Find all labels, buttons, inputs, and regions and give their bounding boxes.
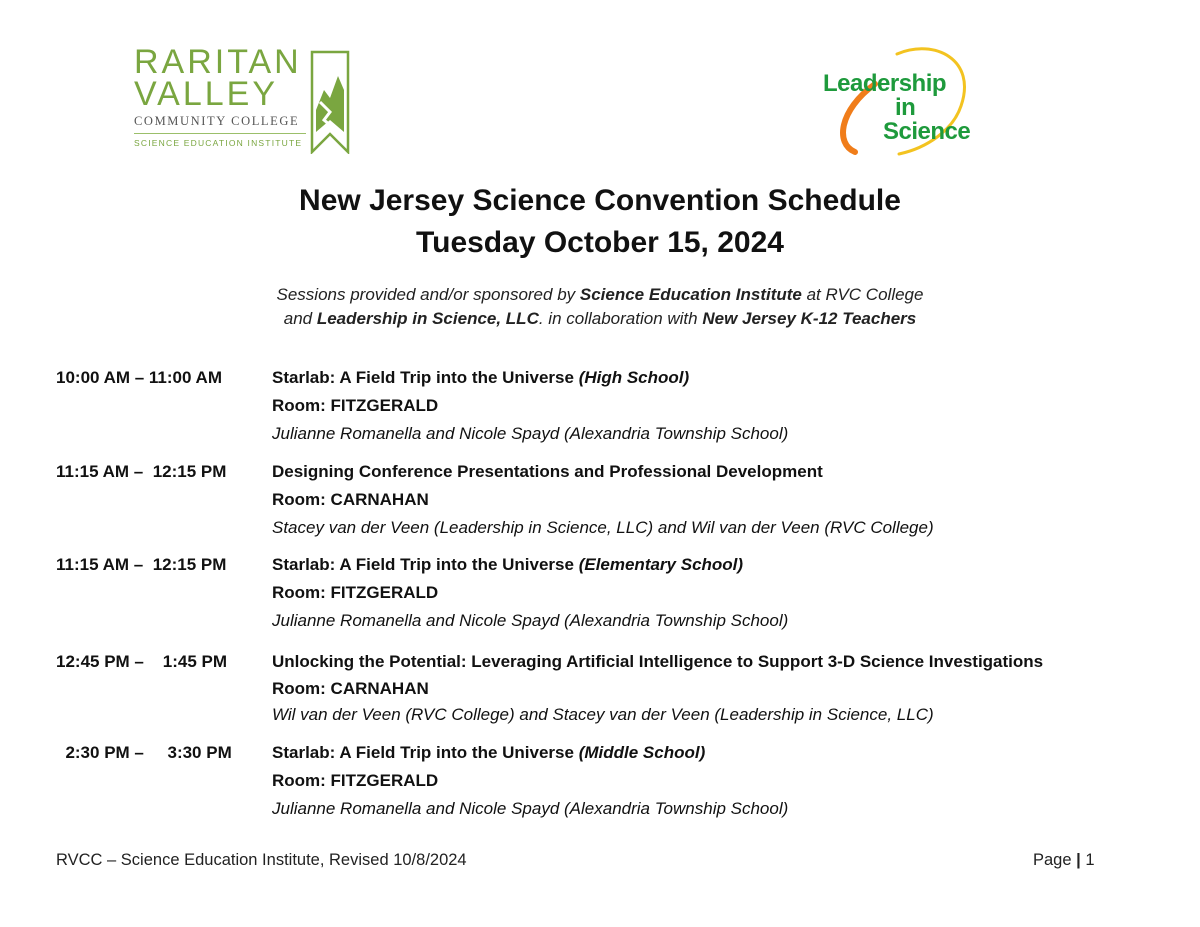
- session-title-text: Designing Conference Presentations and Professional Development: [272, 462, 823, 481]
- session-entry: [0, 462, 1200, 546]
- subtitle-text: Sessions provided and/or sponsored by: [276, 285, 580, 304]
- session-title-text: Starlab: A Field Trip into the Universe: [272, 555, 579, 574]
- page-number-value: 1: [1085, 851, 1095, 869]
- session-presenters: Wil van der Veen (RVC College) and Stacey van der Veen (Leadership in Science, LLC): [272, 705, 934, 724]
- session-entry: [0, 652, 1200, 736]
- subtitle-line-1: [0, 285, 1200, 305]
- subtitle-bold: Leadership in Science, LLC: [316, 309, 539, 328]
- session-time: 2:30 PM – 3:30 PM: [56, 743, 232, 762]
- session-room: Room: CARNAHAN: [272, 679, 429, 698]
- session-time: 11:15 AM – 12:15 PM: [56, 555, 227, 574]
- session-presenters: Julianne Romanella and Nicole Spayd (Alexandria Township School): [272, 611, 789, 630]
- session-level: (Middle School): [578, 743, 706, 762]
- session-title-text: Starlab: A Field Trip into the Universe: [272, 743, 579, 762]
- subtitle-text: at RVC College: [801, 285, 924, 304]
- footer-text: RVCC – Science Education Institute, Revised 10/8/2024: [56, 851, 467, 869]
- subtitle-line-2: [0, 309, 1200, 329]
- session-presenters: Julianne Romanella and Nicole Spayd (Alexandria Township School): [272, 799, 789, 818]
- session-room: Room: FITZGERALD: [272, 583, 439, 602]
- session-entry: [0, 555, 1200, 639]
- rvcc-logo-line4: SCIENCE EDUCATION INSTITUTE: [134, 138, 303, 148]
- session-level: (Elementary School): [578, 555, 744, 574]
- subtitle-bold: New Jersey K-12 Teachers: [702, 309, 917, 328]
- session-presenters: Stacey van der Veen (Leadership in Science, LLC) and Wil van der Veen (RVC College): [272, 518, 934, 537]
- session-title: [272, 555, 743, 575]
- session-title: [272, 652, 1043, 672]
- subtitle-text: . in collaboration with: [538, 309, 703, 328]
- session-title-text: Starlab: A Field Trip into the Universe: [272, 368, 579, 387]
- session-title: [272, 462, 823, 482]
- rvcc-logo: [128, 43, 368, 156]
- session-level: (High School): [578, 368, 690, 387]
- session-room: Room: FITZGERALD: [272, 396, 439, 415]
- session-time: 11:15 AM – 12:15 PM: [56, 462, 227, 481]
- session-title: [272, 743, 705, 763]
- page-date: Tuesday October 15, 2024: [416, 226, 784, 259]
- session-title-text: Unlocking the Potential: Leveraging Artificial Intelligence to Support 3-D Science Investigations: [272, 652, 1044, 671]
- session-entry: [0, 368, 1200, 452]
- session-time: 12:45 PM – 1:45 PM: [56, 652, 228, 671]
- page-number: Page | 1: [1033, 851, 1095, 869]
- rvcc-logo-text: [134, 43, 306, 148]
- rvcc-logo-line2: VALLEY: [134, 75, 279, 113]
- rvcc-logo-line1: RARITAN: [134, 43, 302, 81]
- session-room: Room: CARNAHAN: [272, 490, 429, 509]
- session-title: [272, 368, 689, 388]
- rvcc-bookmark-icon: [310, 50, 350, 154]
- lis-logo-line3: Science: [883, 118, 971, 145]
- lis-logo-line2: in: [895, 94, 916, 121]
- leadership-in-science-logo: [815, 40, 975, 162]
- rvcc-logo-line3: COMMUNITY COLLEGE: [134, 114, 306, 134]
- page-label: Page: [1033, 851, 1072, 869]
- session-room: Room: FITZGERALD: [272, 771, 439, 790]
- session-presenters: Julianne Romanella and Nicole Spayd (Alexandria Township School): [272, 424, 789, 443]
- session-time: 10:00 AM – 11:00 AM: [56, 368, 222, 387]
- subtitle-text: and: [283, 309, 317, 328]
- session-entry: [0, 743, 1200, 827]
- page-title: New Jersey Science Convention Schedule: [299, 184, 901, 217]
- subtitle-bold: Science Education Institute: [579, 285, 802, 304]
- lis-logo-line1: Leadership: [823, 70, 947, 97]
